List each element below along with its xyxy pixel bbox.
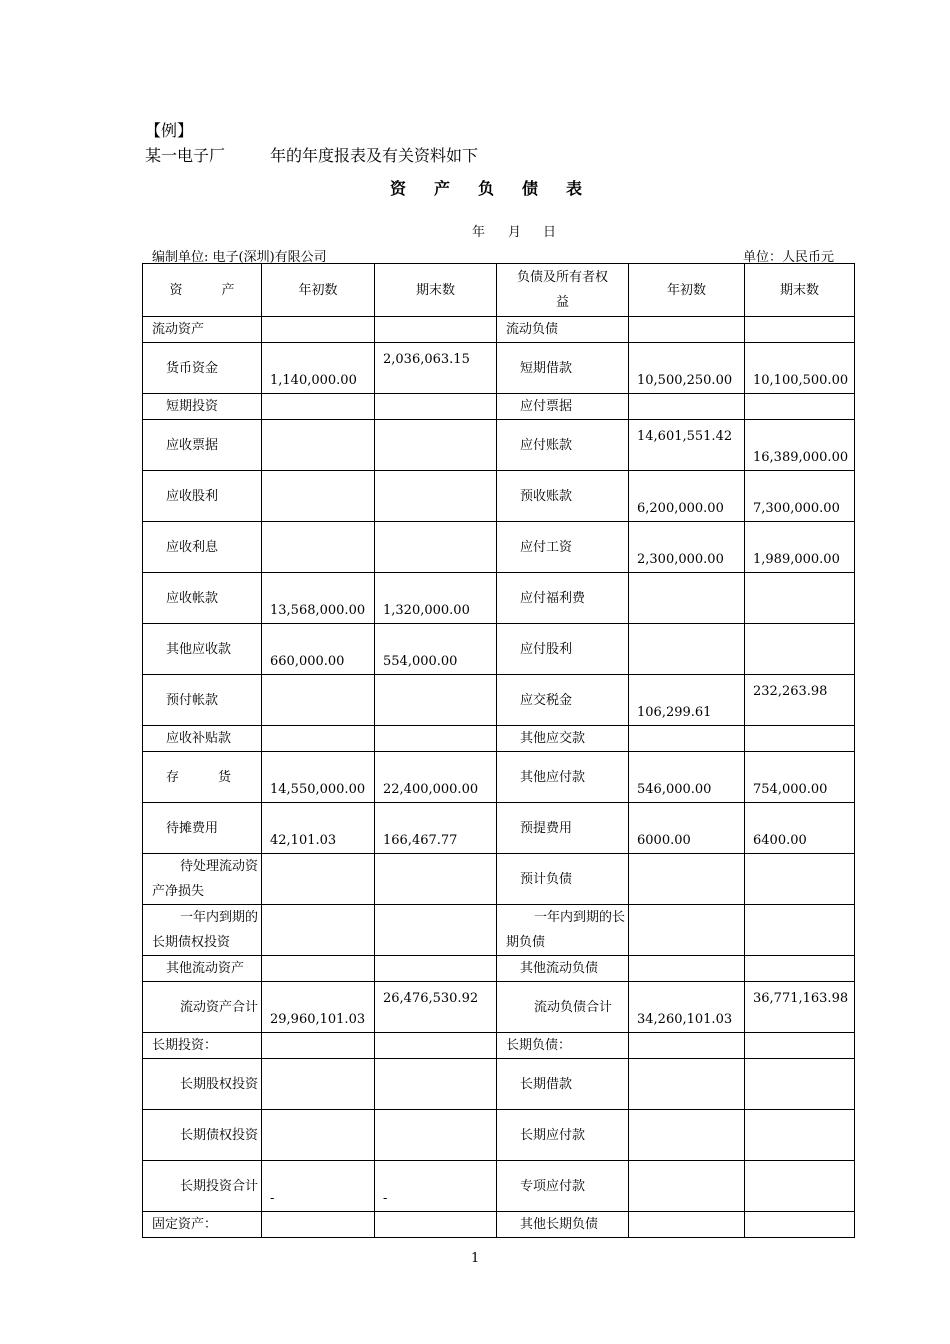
liability-item-cell xyxy=(497,471,629,522)
asset-item-label: 应收补贴款 xyxy=(166,731,232,746)
liability-begin-cell xyxy=(629,624,745,675)
table-row xyxy=(143,752,855,803)
liability-item-label: 短期借款 xyxy=(520,360,573,376)
asset-item-cell xyxy=(143,675,262,726)
asset-item-cell xyxy=(143,803,262,854)
intro-company: 某一电子厂 xyxy=(145,146,226,165)
table-row xyxy=(143,420,855,471)
asset-begin-cell xyxy=(262,1110,375,1161)
liability-begin-value: 10,500,250.00 xyxy=(637,373,733,388)
liability-end-value: 16,389,000.00 xyxy=(753,450,849,465)
liability-begin-cell xyxy=(629,394,745,420)
asset-item-label: 应收股利 xyxy=(166,488,219,504)
asset-item-cell xyxy=(143,624,262,675)
liability-item-cell xyxy=(497,726,629,752)
asset-item-label: 预付帐款 xyxy=(166,692,219,708)
asset-end-cell xyxy=(375,854,497,905)
asset-end-value: 26,476,530.92 xyxy=(383,991,479,1006)
header-asset: 资 产 xyxy=(143,264,262,317)
asset-end-cell xyxy=(375,752,497,803)
asset-end-value: 2,036,063.15 xyxy=(383,352,470,367)
asset-begin-value: 14,550,000.00 xyxy=(270,782,366,797)
asset-end-value: - xyxy=(383,1191,388,1206)
liability-item-label: 其他长期负债 xyxy=(520,1217,599,1232)
asset-item-label: 流动资产 xyxy=(152,322,205,337)
asset-item-label: 待处理流动资产净损失 xyxy=(152,859,259,899)
asset-begin-cell xyxy=(262,905,375,956)
asset-end-value: 22,400,000.00 xyxy=(383,782,479,797)
example-label: 【例】 xyxy=(145,121,194,140)
liability-end-cell xyxy=(745,1212,855,1238)
asset-end-cell xyxy=(375,1212,497,1238)
liability-item-cell xyxy=(497,573,629,624)
asset-end-cell xyxy=(375,905,497,956)
asset-begin-value: 29,960,101.03 xyxy=(270,1012,366,1027)
asset-end-cell xyxy=(375,803,497,854)
liability-end-cell xyxy=(745,752,855,803)
liability-item-cell xyxy=(497,522,629,573)
asset-end-cell xyxy=(375,624,497,675)
asset-item-label: 货币资金 xyxy=(166,360,219,376)
liability-item-cell xyxy=(497,420,629,471)
liability-end-cell xyxy=(745,624,855,675)
asset-begin-cell xyxy=(262,624,375,675)
asset-begin-cell xyxy=(262,752,375,803)
liability-end-cell xyxy=(745,343,855,394)
liability-begin-cell xyxy=(629,343,745,394)
date-day: 日 xyxy=(543,225,557,240)
asset-begin-cell xyxy=(262,471,375,522)
asset-begin-cell xyxy=(262,1033,375,1059)
asset-end-value: 554,000.00 xyxy=(383,654,458,669)
asset-item-cell xyxy=(143,726,262,752)
liability-item-cell xyxy=(497,1059,629,1110)
liability-begin-cell xyxy=(629,905,745,956)
liability-item-cell xyxy=(497,803,629,854)
asset-item-cell xyxy=(143,1110,262,1161)
liability-item-label: 预提费用 xyxy=(520,820,573,836)
asset-item-label: 其他应收款 xyxy=(166,641,232,657)
asset-begin-cell xyxy=(262,1212,375,1238)
liability-end-value: 754,000.00 xyxy=(753,782,828,797)
asset-item-label: 长期股权投资 xyxy=(180,1076,259,1092)
liability-begin-value: 6,200,000.00 xyxy=(637,501,724,516)
asset-begin-cell xyxy=(262,1161,375,1212)
asset-begin-value: - xyxy=(270,1191,275,1206)
table-row xyxy=(143,1212,855,1238)
liability-item-cell xyxy=(497,1161,629,1212)
liability-item-label: 专项应付款 xyxy=(520,1178,586,1194)
liability-begin-cell xyxy=(629,675,745,726)
table-row xyxy=(143,624,855,675)
asset-end-value: 1,320,000.00 xyxy=(383,603,470,618)
asset-end-cell xyxy=(375,675,497,726)
liability-item-label: 长期借款 xyxy=(520,1076,573,1092)
liability-end-value: 36,771,163.98 xyxy=(753,991,849,1006)
table-row xyxy=(143,905,855,956)
asset-end-cell xyxy=(375,522,497,573)
compiler-unit: 编制单位: 电子(深圳)有限公司 xyxy=(152,250,327,265)
asset-item-cell xyxy=(143,1161,262,1212)
liability-item-cell xyxy=(497,317,629,343)
balance-sheet-table xyxy=(142,263,855,1238)
liability-item-cell xyxy=(497,1110,629,1161)
asset-begin-cell xyxy=(262,317,375,343)
liability-item-cell xyxy=(497,905,629,956)
liability-item-label: 流动负债合计 xyxy=(534,999,613,1015)
asset-end-cell xyxy=(375,1110,497,1161)
table-row xyxy=(143,573,855,624)
asset-item-label: 一年内到期的长期债权投资 xyxy=(152,910,259,950)
asset-item-label: 长期债权投资 xyxy=(180,1127,259,1143)
liability-end-cell xyxy=(745,1110,855,1161)
asset-item-cell xyxy=(143,522,262,573)
liability-end-value: 232,263.98 xyxy=(753,684,828,699)
liability-item-label: 应付福利费 xyxy=(520,590,586,606)
liability-end-cell xyxy=(745,726,855,752)
asset-begin-cell xyxy=(262,956,375,982)
liability-begin-cell xyxy=(629,317,745,343)
liability-item-label: 应付工资 xyxy=(520,539,573,555)
liability-end-cell xyxy=(745,1059,855,1110)
liability-end-cell xyxy=(745,982,855,1033)
liability-end-cell xyxy=(745,905,855,956)
asset-end-cell xyxy=(375,1059,497,1110)
liability-end-value: 7,300,000.00 xyxy=(753,501,840,516)
asset-item-label: 流动资产合计 xyxy=(180,999,259,1015)
liability-begin-cell xyxy=(629,420,745,471)
asset-item-label: 长期投资： xyxy=(152,1038,218,1053)
table-row xyxy=(143,317,855,343)
liability-begin-cell xyxy=(629,803,745,854)
intro-text: 年的年度报表及有关资料如下 xyxy=(270,146,479,165)
table-row xyxy=(143,1110,855,1161)
asset-begin-cell xyxy=(262,675,375,726)
liability-item-label: 应付票据 xyxy=(520,399,573,414)
asset-end-cell xyxy=(375,982,497,1033)
liability-item-cell xyxy=(497,1033,629,1059)
currency-unit: 单位：人民币元 xyxy=(743,250,835,265)
asset-end-cell xyxy=(375,726,497,752)
asset-begin-cell xyxy=(262,1059,375,1110)
liability-end-cell xyxy=(745,803,855,854)
liability-begin-cell xyxy=(629,726,745,752)
asset-begin-cell xyxy=(262,726,375,752)
liability-begin-cell xyxy=(629,1161,745,1212)
asset-end-cell xyxy=(375,573,497,624)
asset-item-cell xyxy=(143,471,262,522)
asset-begin-value: 1,140,000.00 xyxy=(270,373,357,388)
asset-item-cell xyxy=(143,1033,262,1059)
asset-item-cell xyxy=(143,982,262,1033)
table-row xyxy=(143,982,855,1033)
asset-begin-cell xyxy=(262,803,375,854)
asset-begin-value: 660,000.00 xyxy=(270,654,345,669)
table-row xyxy=(143,1033,855,1059)
date-month: 月 xyxy=(508,225,522,240)
liability-end-value: 6400.00 xyxy=(753,833,807,848)
liability-begin-cell xyxy=(629,1033,745,1059)
asset-item-cell xyxy=(143,1059,262,1110)
table-row xyxy=(143,1059,855,1110)
liability-item-cell xyxy=(497,343,629,394)
liability-begin-cell xyxy=(629,1110,745,1161)
asset-item-label: 短期投资 xyxy=(166,399,219,414)
header-begin-liab: 年初数 xyxy=(629,264,745,317)
liability-begin-value: 546,000.00 xyxy=(637,782,712,797)
asset-item-cell xyxy=(143,956,262,982)
liability-begin-cell xyxy=(629,573,745,624)
liability-item-cell xyxy=(497,1212,629,1238)
asset-item-label: 固定资产： xyxy=(152,1217,218,1232)
liability-begin-value: 14,601,551.42 xyxy=(637,429,733,444)
liability-begin-cell xyxy=(629,752,745,803)
table-row xyxy=(143,343,855,394)
liability-begin-cell xyxy=(629,1212,745,1238)
liability-end-value: 1,989,000.00 xyxy=(753,552,840,567)
header-begin: 年初数 xyxy=(262,264,375,317)
table-row xyxy=(143,1161,855,1212)
asset-end-cell xyxy=(375,1033,497,1059)
liability-item-label: 预收账款 xyxy=(520,488,573,504)
asset-end-cell xyxy=(375,420,497,471)
liability-item-label: 应付股利 xyxy=(520,641,573,657)
liability-end-cell xyxy=(745,956,855,982)
liability-end-cell xyxy=(745,394,855,420)
asset-begin-cell xyxy=(262,982,375,1033)
asset-begin-cell xyxy=(262,420,375,471)
asset-item-cell xyxy=(143,343,262,394)
liability-item-cell xyxy=(497,624,629,675)
header-row xyxy=(143,264,855,317)
asset-end-value: 166,467.77 xyxy=(383,833,458,848)
table-row xyxy=(143,854,855,905)
asset-begin-cell xyxy=(262,854,375,905)
asset-item-cell xyxy=(143,905,262,956)
liability-begin-value: 106,299.61 xyxy=(637,705,712,720)
liability-begin-cell xyxy=(629,854,745,905)
asset-end-cell xyxy=(375,1161,497,1212)
asset-item-cell xyxy=(143,752,262,803)
liability-begin-cell xyxy=(629,471,745,522)
table-row xyxy=(143,522,855,573)
asset-item-label: 存 货 xyxy=(166,769,232,785)
asset-end-cell xyxy=(375,471,497,522)
asset-end-cell xyxy=(375,956,497,982)
asset-begin-value: 13,568,000.00 xyxy=(270,603,366,618)
asset-item-label: 其他流动资产 xyxy=(166,961,245,976)
liability-item-label: 长期应付款 xyxy=(520,1127,586,1143)
page-number: 1 xyxy=(471,1251,480,1266)
liability-item-label: 应交税金 xyxy=(520,692,573,708)
header-end: 期末数 xyxy=(375,264,497,317)
liability-item-label: 长期负债： xyxy=(506,1038,572,1053)
liability-item-cell xyxy=(497,956,629,982)
asset-item-label: 应收利息 xyxy=(166,539,219,555)
liability-item-label: 一年内到期的长期负债 xyxy=(506,910,626,950)
liability-item-label: 应付账款 xyxy=(520,437,573,453)
asset-item-cell xyxy=(143,394,262,420)
table-row xyxy=(143,471,855,522)
liability-item-cell xyxy=(497,394,629,420)
liability-item-cell xyxy=(497,675,629,726)
asset-item-label: 应收帐款 xyxy=(166,590,219,606)
asset-item-label: 长期投资合计 xyxy=(180,1178,259,1194)
table-row xyxy=(143,675,855,726)
asset-item-cell xyxy=(143,420,262,471)
liability-end-cell xyxy=(745,1161,855,1212)
liability-begin-value: 2,300,000.00 xyxy=(637,552,724,567)
liability-item-label: 流动负债 xyxy=(506,322,559,337)
table-row xyxy=(143,394,855,420)
liability-end-cell xyxy=(745,1033,855,1059)
asset-begin-cell xyxy=(262,394,375,420)
liability-item-label: 其他应付款 xyxy=(520,769,586,785)
asset-end-cell xyxy=(375,317,497,343)
asset-item-cell xyxy=(143,317,262,343)
liability-begin-cell xyxy=(629,1059,745,1110)
asset-item-cell xyxy=(143,573,262,624)
asset-item-label: 应收票据 xyxy=(166,437,219,453)
liability-begin-cell xyxy=(629,956,745,982)
asset-end-cell xyxy=(375,343,497,394)
asset-item-cell xyxy=(143,854,262,905)
date-year: 年 xyxy=(472,225,486,240)
asset-begin-cell xyxy=(262,573,375,624)
liability-end-cell xyxy=(745,522,855,573)
liability-begin-cell xyxy=(629,522,745,573)
liability-end-cell xyxy=(745,854,855,905)
asset-item-label: 待摊费用 xyxy=(166,820,219,836)
liability-begin-value: 34,260,101.03 xyxy=(637,1012,733,1027)
liability-item-label: 其他流动负债 xyxy=(520,961,599,976)
liability-end-cell xyxy=(745,317,855,343)
asset-item-cell xyxy=(143,1212,262,1238)
document-title: 资产负债表 xyxy=(389,179,610,198)
table-row xyxy=(143,956,855,982)
asset-begin-cell xyxy=(262,343,375,394)
liability-end-value: 10,100,500.00 xyxy=(753,373,849,388)
table-row xyxy=(143,803,855,854)
liability-end-cell xyxy=(745,675,855,726)
header-end-liab: 期末数 xyxy=(745,264,855,317)
asset-end-cell xyxy=(375,394,497,420)
header-liability: 负债及所有者权益 xyxy=(497,264,629,317)
liability-item-label: 预计负债 xyxy=(520,871,573,887)
liability-end-cell xyxy=(745,420,855,471)
liability-item-cell xyxy=(497,854,629,905)
liability-item-label: 其他应交款 xyxy=(520,731,586,746)
liability-end-cell xyxy=(745,471,855,522)
liability-begin-value: 6000.00 xyxy=(637,833,691,848)
liability-item-cell xyxy=(497,752,629,803)
table-row xyxy=(143,726,855,752)
asset-begin-cell xyxy=(262,522,375,573)
asset-begin-value: 42,101.03 xyxy=(270,833,337,848)
liability-end-cell xyxy=(745,573,855,624)
liability-begin-cell xyxy=(629,982,745,1033)
liability-item-cell xyxy=(497,982,629,1033)
